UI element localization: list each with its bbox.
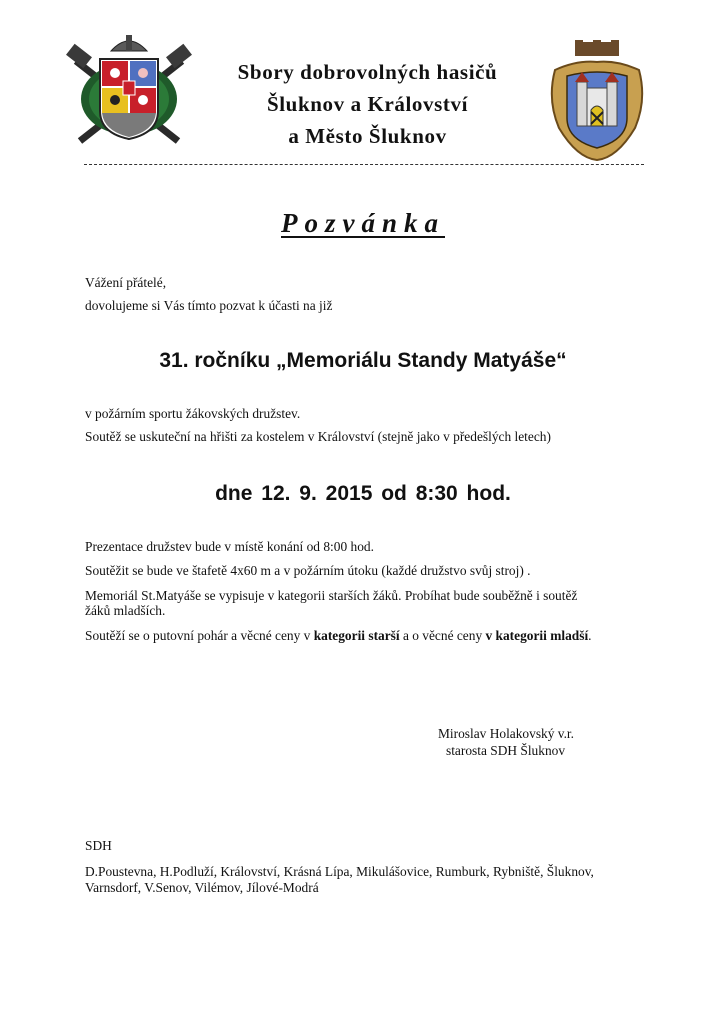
- prizes-category-older: kategorii starší: [313, 628, 400, 643]
- fire-brigade-emblem: [66, 33, 192, 148]
- signatory-name: Miroslav Holakovský v.r.: [438, 726, 575, 741]
- signatory-role: starosta SDH Šluknov: [446, 743, 566, 758]
- organizer-line-3: a Město Šluknov: [288, 124, 447, 148]
- organizer-line-1: Sbory dobrovolných hasičů: [237, 60, 498, 84]
- event-name: 31. ročníku „Memoriálu Standy Matyáše“: [159, 349, 567, 372]
- prizes-text-e: .: [588, 628, 592, 643]
- town-coat-of-arms: [547, 40, 647, 162]
- header-divider: [84, 164, 644, 165]
- prizes-text-a: Soutěží se o putovní pohár a věcné ceny v: [85, 628, 314, 643]
- document-title: Pozvánka: [281, 208, 445, 238]
- registration-line: Prezentace družstev bude v místě konání od 8:00 hod.: [85, 539, 374, 554]
- categories-line-2: žáků mladších.: [85, 603, 166, 618]
- prizes-text-c: a o věcné ceny: [399, 628, 486, 643]
- venue-line: Soutěž se uskuteční na hřišti za kostelem v Království (stejně jako v předešlých letech): [85, 429, 551, 444]
- sdh-label: SDH: [85, 838, 112, 853]
- prizes-line: [85, 628, 592, 643]
- sport-line: v požárním sportu žákovských družstev.: [85, 406, 301, 421]
- prizes-category-younger: v kategorii mladší: [485, 628, 589, 643]
- organizer-line-2: Šluknov a Království: [266, 92, 469, 116]
- event-date: dne 12. 9. 2015 od 8:30 hod.: [215, 482, 511, 505]
- sdh-list-line-2: Varnsdorf, V.Senov, Vilémov, Jílové-Modrá: [85, 880, 319, 895]
- categories-line-1: Memoriál St.Matyáše se vypisuje v kategorii starších žáků. Probíhat bude souběžně i soutěž: [85, 588, 578, 603]
- disciplines-line: Soutěžit se bude ve štafetě 4x60 m a v požárním útoku (každé družstvo svůj stroj) .: [85, 563, 531, 578]
- greeting: Vážení přátelé,: [85, 275, 167, 290]
- sdh-list-line-1: D.Poustevna, H.Podluží, Království, Krásná Lípa, Mikulášovice, Rumburk, Rybniště, Šluknov,: [85, 864, 594, 879]
- intro-text: dovolujeme si Vás tímto pozvat k účasti na již: [85, 298, 333, 313]
